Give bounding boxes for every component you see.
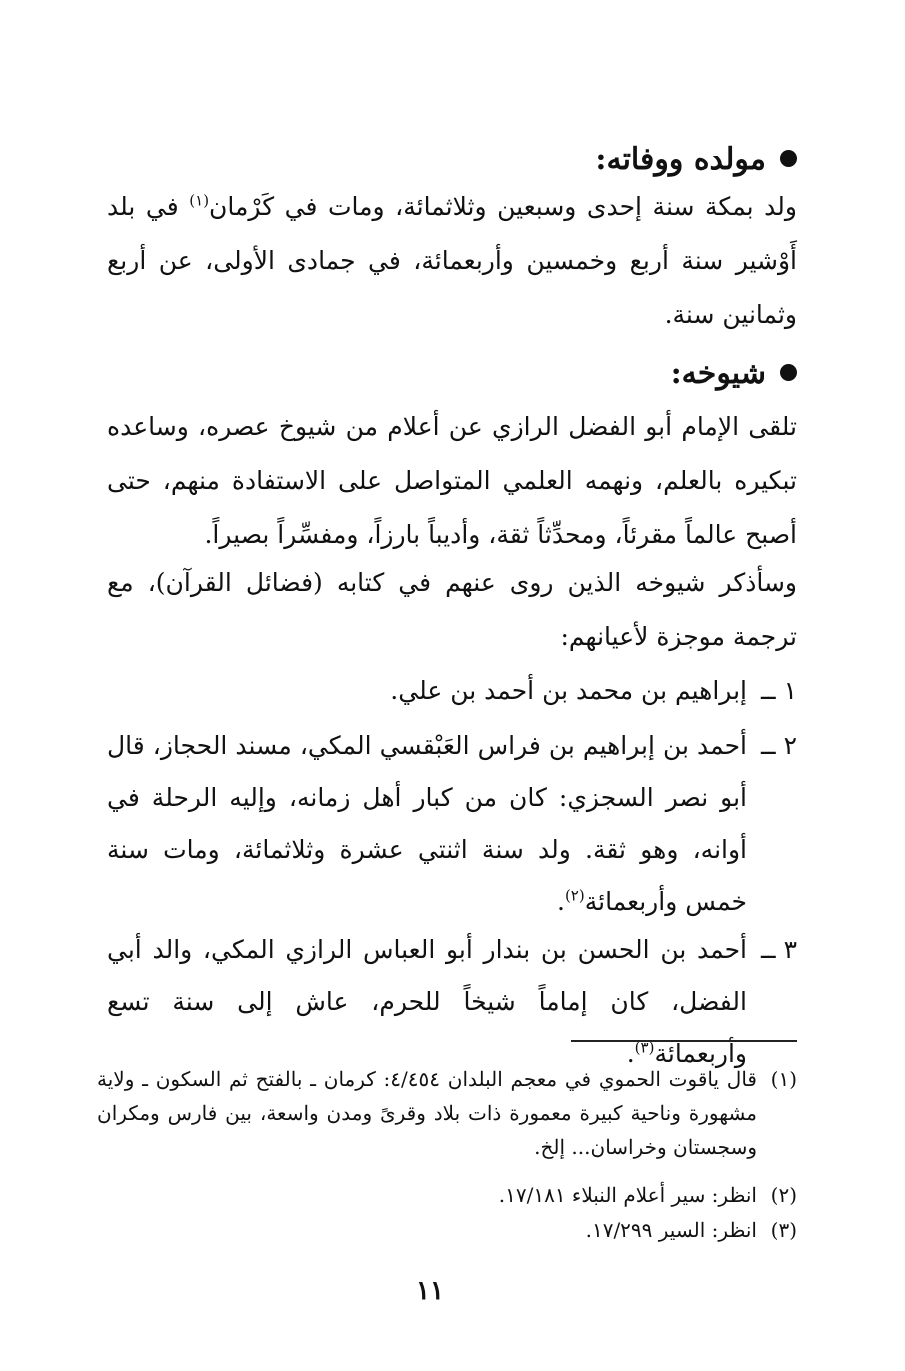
paragraph-text: وسأذكر شيوخه الذين روى عنهم في كتابه (فضائل القرآن)، مع ترجمة موجزة لأعيانهم:: [107, 568, 797, 651]
entry-text: إبراهيم بن محمد بن أحمد بن علي.: [390, 676, 747, 705]
list-item-number: ٣ ــ: [760, 935, 797, 964]
heading-text: مولده ووفاته:: [595, 142, 766, 177]
birth-death-paragraph: [107, 180, 797, 342]
footnote-reference: (١): [189, 191, 210, 210]
footnote-text: قال ياقوت الحموي في معجم البلدان ٤/٤٥٤: كرمان ـ بالفتح ثم السكون ـ ولاية مشهورة وناحية كبيرة معمورة ذات بلاد وقرىً ومدن واسعة، بين فارس ومكران وسجستان وخراسان... إلخ.: [97, 1067, 757, 1159]
entry-text: أحمد بن إبراهيم بن فراس العَبْقسي المكي، مسند الحجاز، قال أبو نصر السجزي: كان من كبار أهل زمانه، وإليه الرحلة في أوانه، وهو ثقة. ولد سنة اثنتي عشرة وثلاثمائة، ومات سنة خمس وأربعمائة: [107, 731, 747, 916]
list-item: [107, 720, 797, 928]
footnote-separator: [571, 1040, 797, 1042]
footnote-reference: (٢): [564, 886, 585, 905]
footnote-reference: (٣): [634, 1038, 655, 1057]
list-item: [107, 665, 797, 717]
section-heading-birth-death: [595, 140, 797, 180]
entry-ending: .: [556, 887, 565, 916]
footnote: [97, 1178, 797, 1212]
paragraph-text: ولد بمكة سنة إحدى وسبعين وثلاثمائة، ومات في كَرْمان: [209, 192, 797, 221]
list-item-number: ١ ــ: [760, 676, 797, 705]
list-item-text: [107, 720, 747, 928]
list-item-text: [107, 665, 797, 717]
footnote-number: (١): [770, 1067, 797, 1091]
teachers-paragraph-1: [107, 400, 797, 562]
section-heading-teachers: [671, 354, 797, 394]
bullet-icon: [780, 364, 797, 381]
footnote-text: انظر: السير ١٧/٢٩٩.: [585, 1218, 757, 1242]
paragraph-text: تلقى الإمام أبو الفضل الرازي عن أعلام من شيوخ عصره، وساعده تبكيره بالعلم، ونهمه العلمي المتواصل على الاستفادة منهم، حتى أصبح عالماً مقرئاً، ومحدِّثاً ثقة، وأديباً بارزاً، ومفسِّراً بصيراً.: [107, 412, 797, 549]
footnote: [97, 1213, 797, 1247]
page-number: ١١: [416, 1276, 444, 1306]
heading-text: شيوخه:: [670, 356, 766, 391]
footnote-number: (٢): [770, 1183, 797, 1207]
teachers-paragraph-2: [107, 556, 797, 664]
paragraph-text: في بلد أَوْشير سنة أربع وخمسين وأربعمائة، في جمادى الأولى، عن أربع وثمانين سنة.: [107, 192, 797, 329]
entry-text: أحمد بن الحسن بن بندار أبو العباس الرازي المكي، والد أبي الفضل، كان إماماً شيخاً للحرم، عاش إلى سنة تسع وأربعمائة: [107, 935, 747, 1068]
list-item-number: ٢ ــ: [760, 731, 797, 760]
list-item: [107, 924, 797, 1080]
list-item-text: [107, 924, 747, 1080]
footnote: [97, 1062, 797, 1164]
entry-ending: .: [626, 1039, 635, 1068]
footnote-text: انظر: سير أعلام النبلاء ١٧/١٨١.: [498, 1183, 757, 1207]
bullet-icon: [780, 150, 797, 167]
footnote-number: (٣): [770, 1218, 797, 1242]
